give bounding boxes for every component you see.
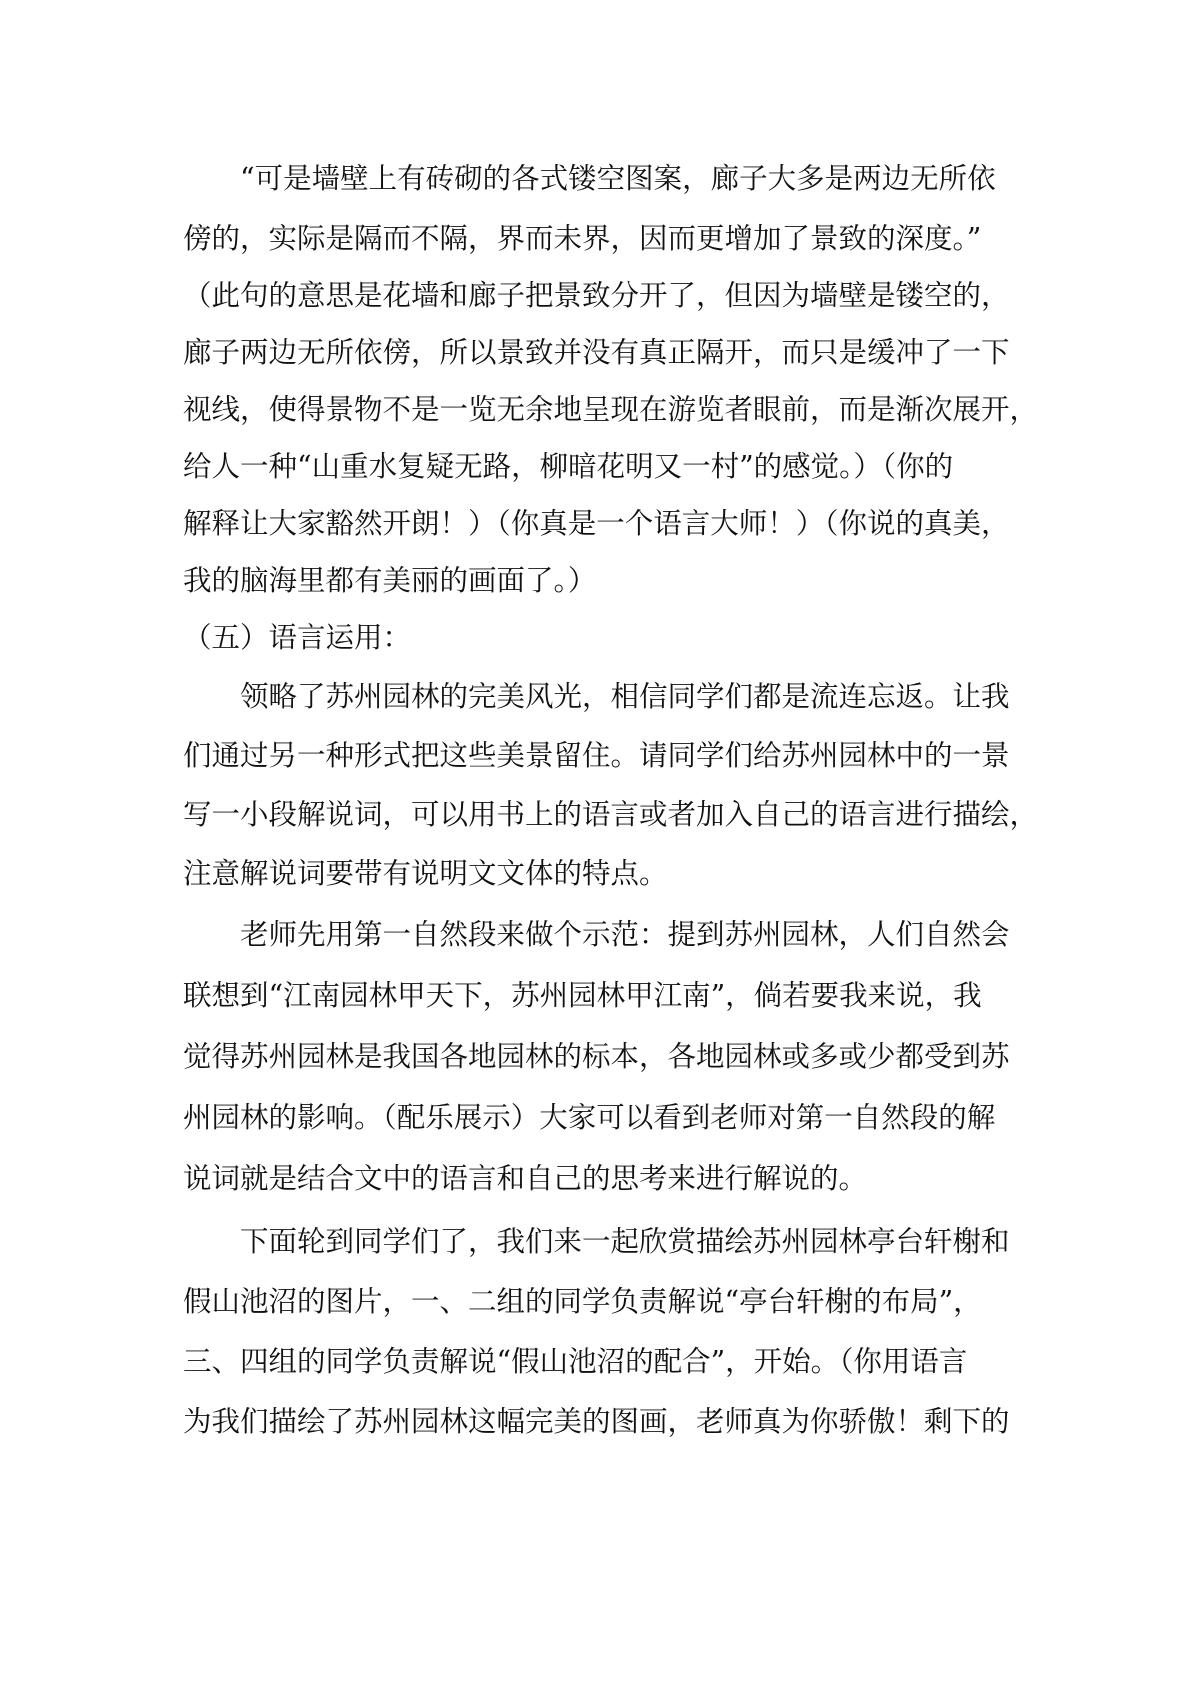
text-line: 州园林的影响。（配乐展示）大家可以看到老师对第一自然段的解 [183,1101,996,1134]
text-line: 联想到“江南园林甲天下，苏州园林甲江南”，倘若要我来说，我 [183,979,982,1012]
text-line: 视线，使得景物不是一览无余地呈现在游览者眼前，而是渐次展开， [183,393,1039,426]
text-line: 傍的，实际是隔而不隔，界而未界，因而更增加了景致的深度。” [183,222,982,255]
text-line: 我的脑海里都有美丽的画面了。） [183,564,597,597]
text-line: 觉得苏州园林是我国各地园林的标本，各地园林或多或少都受到苏 [183,1040,1010,1073]
text-line: 老师先用第一自然段来做个示范：提到苏州园林，人们自然会 [240,918,1010,951]
text-line: 给人一种“山重水复疑无路，柳暗花明又一村”的感觉。）（你的 [183,450,954,483]
section-heading: （五）语言运用： [183,621,412,654]
text-line: （此句的意思是花墙和廊子把景致分开了，但因为墙壁是镂空的， [183,279,1010,312]
text-line: 廊子两边无所依傍，所以景致并没有真正隔开，而只是缓冲了一下 [183,336,1010,369]
text-line: 们通过另一种形式把这些美景留住。请同学们给苏州园林中的一景 [183,739,1010,772]
text-line: 写一小段解说词，可以用书上的语言或者加入自己的语言进行描绘， [183,798,1039,831]
text-line: 假山池沼的图片，一、二组的同学负责解说“亭台轩榭的布局”， [183,1285,982,1318]
text-line: 说词就是结合文中的语言和自己的思考来进行解说的。 [183,1162,868,1195]
text-line: 注意解说词要带有说明文文体的特点。 [183,857,668,890]
text-line: “可是墙壁上有砖砌的各式镂空图案，廊子大多是两边无所依 [240,162,996,195]
text-line: 解释让大家豁然开朗！）（你真是一个语言大师！）（你说的真美， [183,507,1010,540]
text-line: 为我们描绘了苏州园林这幅完美的图画，老师真为你骄傲！剩下的 [183,1405,1010,1438]
text-line: 三、四组的同学负责解说“假山池沼的配合”，开始。（你用语言 [183,1345,968,1378]
text-line: 下面轮到同学们了，我们来一起欣赏描绘苏州园林亭台轩榭和 [240,1225,1010,1258]
text-line: 领略了苏州园林的完美风光，相信同学们都是流连忘返。让我 [240,680,1010,713]
